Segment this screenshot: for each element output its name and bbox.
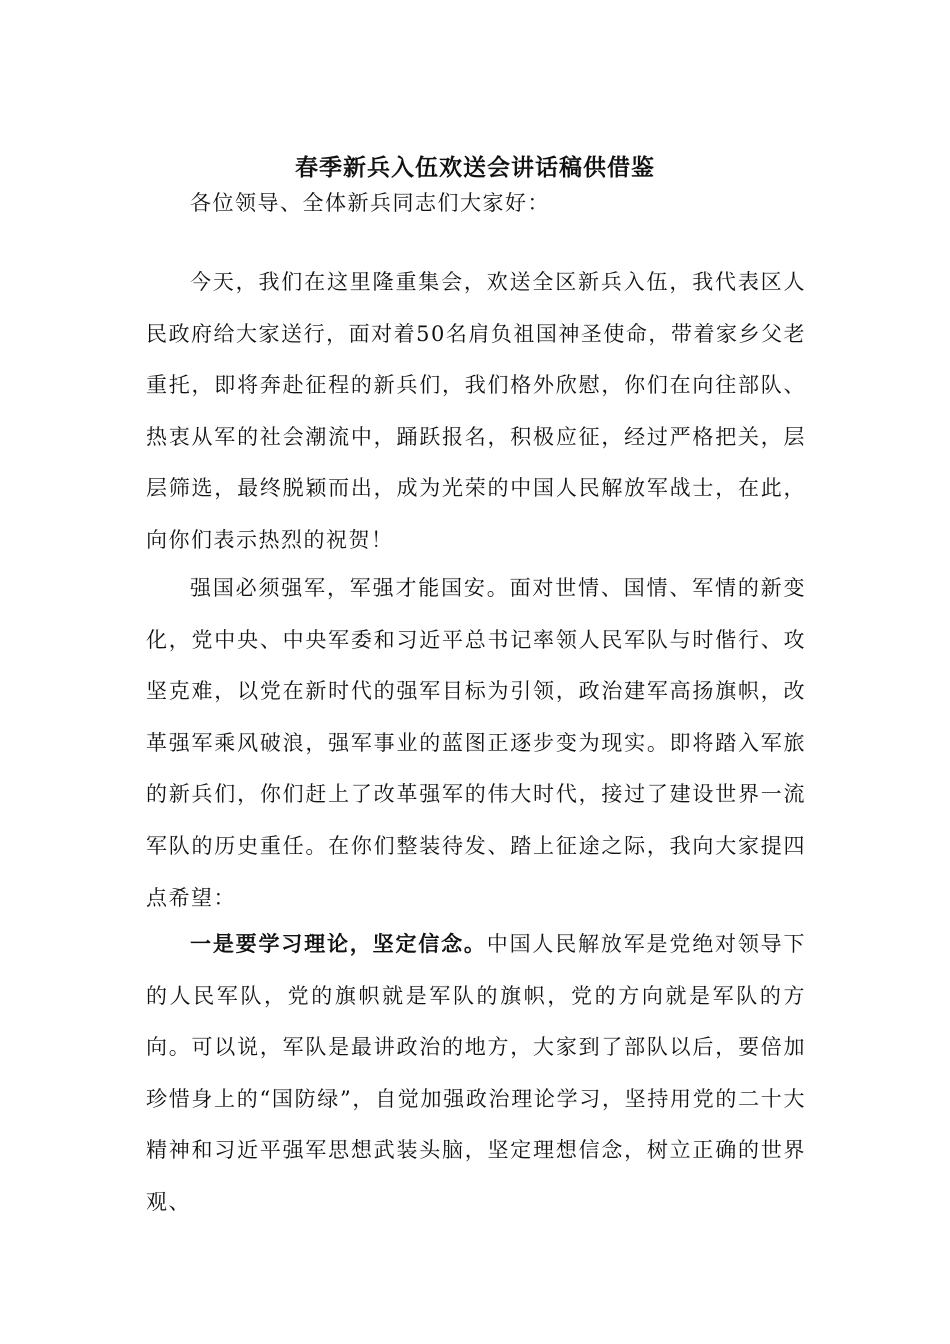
body-paragraph (146, 257, 806, 567)
greeting-paragraph: 各位领导、全体新兵同志们大家好： (190, 191, 550, 215)
paragraph-text: 中国人民解放军是党绝对领导下的人民军队，党的旗帜就是军队的旗帜，党的方向就是军队的方向。可以说，军队是最讲政治的地方，大家到了部队以后，要倍加珍惜身上的“国防绿”，自觉加强政治理论学习，坚持用党的二十大精神和习近平强军思想武装头脑，坚定理想信念，树立正确的世界观、 (146, 932, 806, 1214)
document-title: 春季新兵入伍欢送会讲话稿供借鉴 (295, 154, 655, 181)
paragraph-text: 今天，我们在这里隆重集会，欢送全区新兵入伍，我代表区人民政府给大家送行，面对着50名肩负祖国神圣使命，带着家乡父老重托，即将奔赴征程的新兵们，我们格外欣慰，你们在向往部队、热衷从军的社会潮流中，踊跃报名，积极应征，经过严格把关，层层筛选，最终脱颖而出，成为光荣的中国人民解放军战士，在此，向你们表示热烈的祝贺！ (146, 270, 806, 552)
paragraph-text: 强国必须强军，军强才能国安。面对世情、国情、军情的新变化，党中央、中央军委和习近平总书记率领人民军队与时偕行、攻坚克难，以党在新时代的强军目标为引领，政治建军高扬旗帜，改革强军乘风破浪，强军事业的蓝图正逐步变为现实。即将踏入军旅的新兵们，你们赶上了改革强军的伟大时代，接过了建设世界一流军队的历史重任。在你们整装待发、踏上征途之际，我向大家提四点希望： (146, 576, 806, 910)
body-paragraph (146, 563, 806, 924)
paragraph-lead-heading: 一是要学习理论，坚定信念。 (190, 931, 487, 956)
body-paragraph (146, 918, 806, 1229)
